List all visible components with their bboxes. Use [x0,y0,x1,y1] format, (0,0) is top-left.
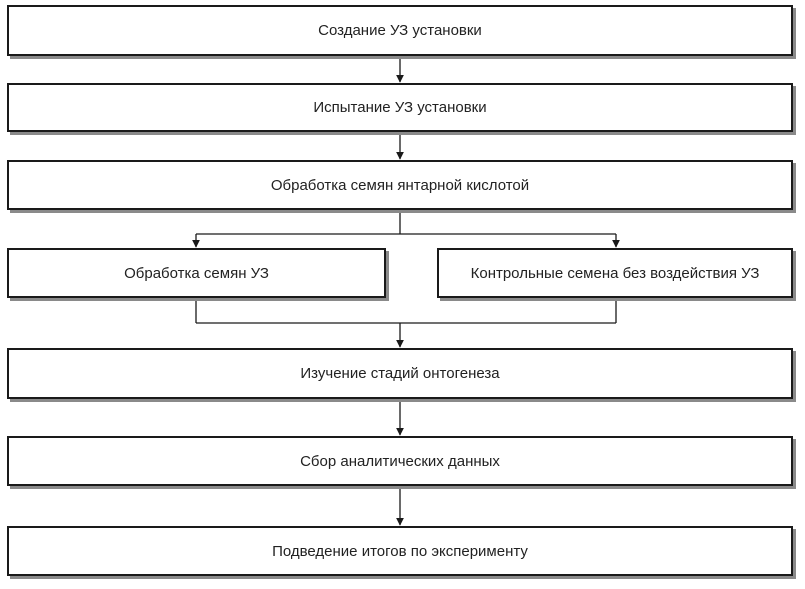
step-create-us-setup-label: Создание УЗ установки [318,22,482,39]
step-create-us-setup [7,5,793,56]
step-ontogenesis-study [7,348,793,399]
step-experiment-summary-label: Подведение итогов по эксперименту [272,542,528,560]
step-us-seed-treatment [7,248,386,298]
step-test-us-setup [7,83,793,132]
step-us-seed-treatment-label: Обработка семян УЗ [124,264,269,282]
step-control-seeds [437,248,793,298]
step-succinic-acid-treatment [7,160,793,210]
step-test-us-setup-label: Испытание УЗ установки [313,99,487,116]
step-succinic-acid-treatment-label: Обработка семян янтарной кислотой [270,176,530,194]
step-ontogenesis-study-label: Изучение стадий онтогенеза [300,365,500,382]
step-experiment-summary [7,526,793,576]
step-data-collection-label: Сбор аналитических данных [300,452,500,470]
step-data-collection [7,436,793,486]
step-control-seeds-label: Контрольные семена без воздействия УЗ [470,264,760,282]
